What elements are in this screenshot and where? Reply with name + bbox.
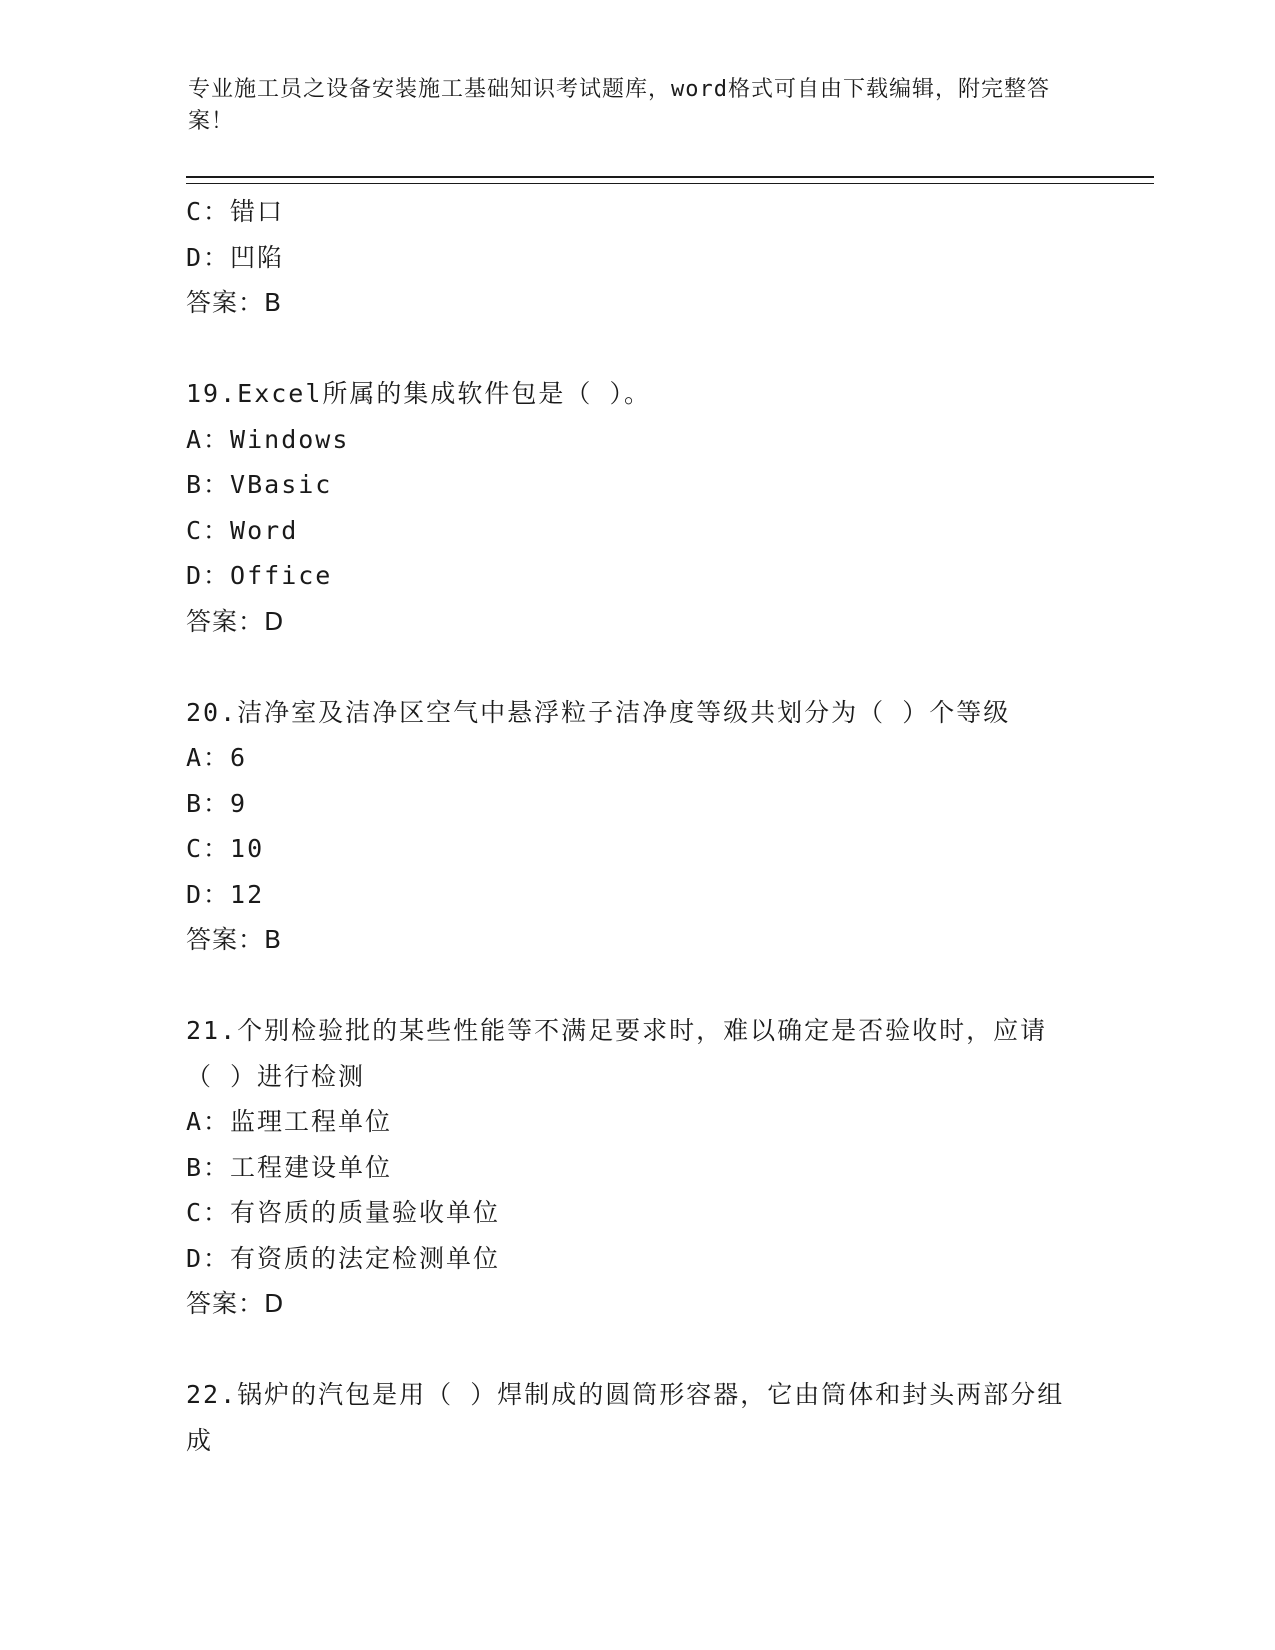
option-c: C：10 xyxy=(186,834,265,863)
spacer xyxy=(186,644,1086,690)
header-divider xyxy=(186,176,1154,184)
spacer xyxy=(186,1327,1086,1373)
question-list xyxy=(186,189,1086,1463)
spacer xyxy=(186,963,1086,1009)
answer-line: 答案：B xyxy=(186,925,283,954)
spacer xyxy=(186,326,1086,372)
answer-line: 答案：B xyxy=(186,288,283,317)
page-header: 专业施工员之设备安装施工基础知识考试题库，word格式可自由下载编辑，附完整答案！ xyxy=(188,77,1050,134)
option-a: A：6 xyxy=(186,743,248,772)
question-stem: 22.锅炉的汽包是用（ ）焊制成的圆筒形容器，它由筒体和封头两部分组成 xyxy=(186,1380,1065,1455)
option-c: C：有咨质的质量验收单位 xyxy=(186,1198,501,1227)
option-b: B：VBasic xyxy=(186,470,333,499)
answer-line: 答案：D xyxy=(186,1289,285,1318)
option-d: D：Office xyxy=(186,561,333,590)
option-b: B：9 xyxy=(186,788,248,818)
question-stem: 19.Excel所属的集成软件包是（ ）。 xyxy=(186,379,651,408)
option-d: D：12 xyxy=(186,879,265,909)
option-c: C：错口 xyxy=(186,197,285,226)
option-d: D：有资质的法定检测单位 xyxy=(186,1243,501,1273)
option-b: B：工程建设单位 xyxy=(186,1152,393,1182)
question-stem: 21.个别检验批的某些性能等不满足要求时，难以确定是否验收时，应请（ ）进行检测 xyxy=(186,1016,1048,1091)
answer-line: 答案：D xyxy=(186,606,285,636)
option-c: C：Word xyxy=(186,515,299,545)
option-a: A：监理工程单位 xyxy=(186,1107,393,1136)
option-d: D：凹陷 xyxy=(186,242,285,272)
question-stem: 20.洁净室及洁净区空气中悬浮粒子洁净度等级共划分为（ ）个等级 xyxy=(186,697,1011,727)
option-a: A：Windows xyxy=(186,424,350,454)
